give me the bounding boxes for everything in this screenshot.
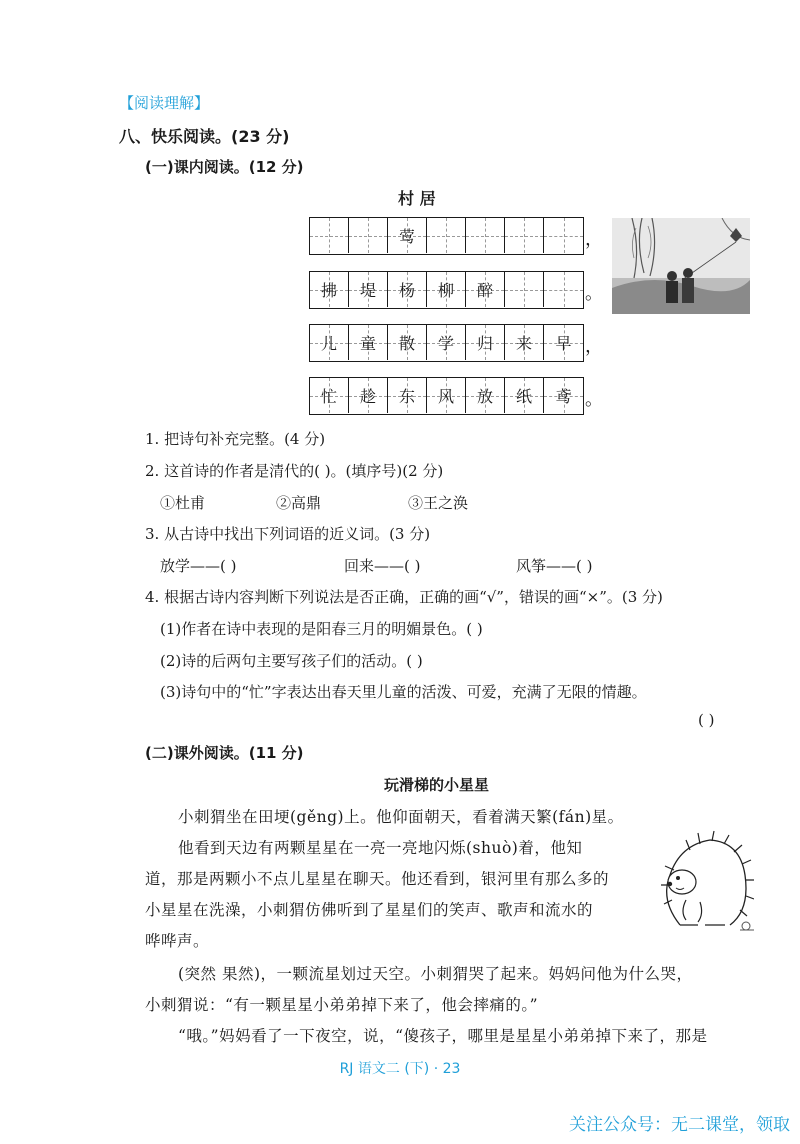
poem-title: 村 居 (398, 189, 436, 208)
grid-cell (466, 218, 505, 253)
q2-option-3: ③王之涣 (408, 494, 469, 512)
grid-cell: 醉 (466, 272, 505, 307)
poem-row-2 (309, 271, 584, 309)
poem-punct-2: 。 (585, 283, 603, 304)
grid-cell: 堤 (349, 272, 388, 307)
grid-cell: 莺 (388, 218, 427, 253)
grid-cell: 拂 (310, 272, 349, 307)
story-line-4: 小星星在洗澡，小刺猬仿佛听到了星星们的笑声、歌声和流水的 (145, 901, 594, 919)
q3-blank-b: 回来——( ) (344, 557, 421, 575)
part-2-title: (二)课外阅读。(11 分) (145, 744, 304, 762)
q4-item-2: (2)诗的后两句主要写孩子们的活动。( ) (160, 652, 423, 670)
grid-cell: 风 (427, 378, 466, 413)
story-line-7: 小刺猬说：“有一颗星星小弟弟掉下来了，他会摔痛的。” (145, 996, 539, 1014)
grid-cell: 趁 (349, 378, 388, 413)
grid-cell: 鸢 (544, 378, 583, 413)
question-4: 4. 根据古诗内容判断下列说法是否正确，正确的画“√”，错误的画“×”。(3 分) (145, 588, 663, 606)
story-line-3: 道，那是两颗小不点儿星星在聊天。他还看到，银河里有那么多的 (145, 870, 610, 888)
grid-cell (427, 218, 466, 253)
grid-cell: 儿 (310, 325, 349, 360)
section-tag: 【阅读理解】 (119, 94, 210, 112)
grid-cell (349, 218, 388, 253)
grid-cell (505, 272, 544, 307)
poem-punct-1: ， (585, 229, 603, 250)
grid-cell: 东 (388, 378, 427, 413)
grid-cell: 童 (349, 325, 388, 360)
q2-option-1: ①杜甫 (160, 494, 206, 512)
q3-blank-c: 风筝——( ) (516, 557, 593, 575)
q3-blank-a: 放学——( ) (160, 557, 237, 575)
grid-cell (544, 218, 583, 253)
grid-cell (544, 272, 583, 307)
hedgehog-illustration (650, 830, 754, 936)
part-1-title: (一)课内阅读。(12 分) (145, 158, 304, 176)
grid-cell: 纸 (505, 378, 544, 413)
story-title: 玩滑梯的小星星 (384, 776, 490, 794)
story-line-1: 小刺猬坐在田埂(gěng)上。他仰面朝天，看着满天繁(fán)星。 (178, 808, 624, 826)
grid-cell: 忙 (310, 378, 349, 413)
grid-cell: 来 (505, 325, 544, 360)
grid-cell (310, 218, 349, 253)
poem-row-3 (309, 324, 584, 362)
grid-cell: 放 (466, 378, 505, 413)
grid-cell: 散 (388, 325, 427, 360)
grid-cell: 学 (427, 325, 466, 360)
grid-cell: 归 (466, 325, 505, 360)
q4-item-3: (3)诗句中的“忙”字表达出春天里儿童的活泼、可爱，充满了无限的情趣。 (160, 683, 647, 701)
poem-row-1 (309, 217, 584, 255)
question-1: 1. 把诗句补充完整。(4 分) (145, 430, 326, 448)
grid-cell (505, 218, 544, 253)
story-line-6: (突然 果然)，一颗流星划过天空。小刺猬哭了起来。妈妈问他为什么哭， (178, 965, 693, 983)
poem-row-4 (309, 377, 584, 415)
grid-cell: 早 (544, 325, 583, 360)
story-line-5: 哗哗声。 (145, 932, 210, 950)
grid-cell: 杨 (388, 272, 427, 307)
watermark: 关注公众号：无二课堂，领取 (569, 1115, 790, 1135)
story-line-2: 他看到天边有两颗星星在一亮一亮地闪烁(shuò)着，他知 (178, 839, 583, 857)
question-2: 2. 这首诗的作者是清代的( )。(填序号)(2 分) (145, 462, 444, 480)
q4-item-3-answer: ( ) (698, 711, 715, 729)
kite-illustration (612, 218, 750, 314)
q4-item-1: (1)作者在诗中表现的是阳春三月的明媚景色。( ) (160, 620, 483, 638)
question-3: 3. 从古诗中找出下列词语的近义词。(3 分) (145, 525, 431, 543)
poem-punct-3: ， (585, 336, 603, 357)
story-line-8: “哦。”妈妈看了一下夜空，说，“傻孩子，哪里是星星小弟弟掉下来了，那是 (178, 1027, 708, 1045)
grid-cell: 柳 (427, 272, 466, 307)
q2-option-2: ②高鼎 (276, 494, 322, 512)
page-footer: RJ 语文二 (下) · 23 (339, 1061, 461, 1077)
question-8-title: 八、快乐阅读。(23 分) (119, 127, 290, 146)
poem-punct-4: 。 (585, 389, 603, 410)
